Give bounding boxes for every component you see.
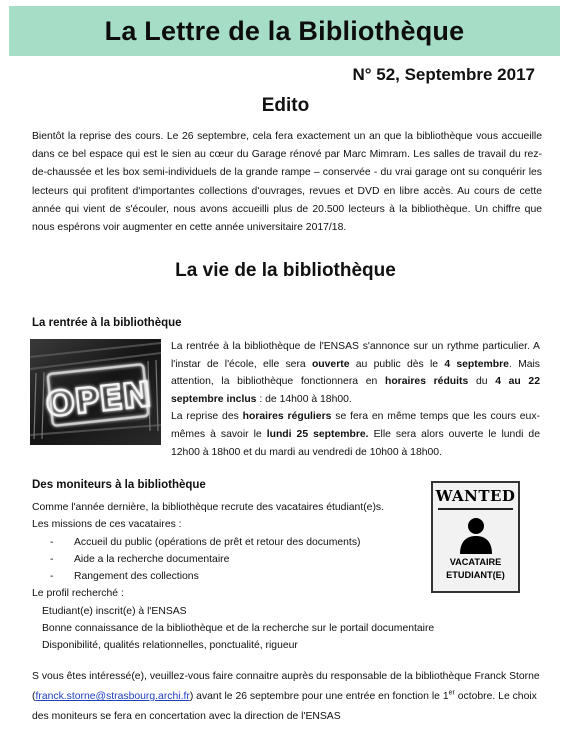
missions-label: Les missions de ces vacataires : <box>32 519 182 531</box>
bold-segment: ouverte <box>311 358 350 370</box>
wanted-caption-line: VACATAIRE <box>449 557 502 567</box>
bold-segment: lundi 25 septembre. <box>266 428 369 440</box>
newsletter-banner <box>9 6 560 56</box>
mission-label: Aide a la recherche documentaire <box>74 553 230 565</box>
text-segment: se fera en même temps que les cours eux-mêmes à savoir le <box>171 411 540 440</box>
person-silhouette-icon <box>456 514 496 554</box>
rentree-text <box>171 338 540 461</box>
text-segment: La reprise des <box>171 411 243 423</box>
text-segment: : de 14h00 à 18h00. <box>256 393 352 405</box>
newsletter-title: La Lettre de la Bibliothèque <box>104 15 465 46</box>
mission-item <box>32 568 412 585</box>
bold-segment: horaires réduits <box>384 376 469 388</box>
edito-heading: Edito <box>261 95 310 116</box>
dash-marker: - <box>50 553 54 565</box>
bold-segment: 4 au 22 septembre inclus <box>171 376 540 405</box>
text-segment: Elle sera alors ouverte le lundi de 12h00 à 18h00 et du mardi au vendredi de 10h00 à 18h00. <box>171 428 540 458</box>
section-heading: La vie de la bibliothèque <box>175 260 396 281</box>
moniteurs-text <box>32 499 435 655</box>
text-segment: . Mais attention, la bibliothèque fonctionnera en <box>171 358 541 388</box>
text-segment: du <box>468 376 496 388</box>
open-sign-image <box>30 339 161 445</box>
mission-label: Accueil du public (opérations de prêt et retour des documents) <box>74 536 361 548</box>
rentree-heading: La rentrée à la bibliothèque <box>32 317 182 329</box>
profile-item: Etudiant(e) inscrit(e) à l'ENSAS <box>42 605 187 617</box>
bold-segment: 4 septembre <box>444 358 509 370</box>
dash-marker: - <box>50 571 54 583</box>
profile-label: Le profil recherché : <box>32 588 124 600</box>
profile-item: Disponibilité, qualités relationnelles, ponctualité, rigueur <box>42 640 298 652</box>
text-segment: octobre. Le choix des moniteurs se fera en concertation avec la direction de l'ENSAS <box>32 691 537 722</box>
wanted-caption-line: ETUDIANT(E) <box>446 570 505 580</box>
moniteurs-intro: Comme l'année dernière, la bibliothèque recrute des vacataires étudiant(e)s. <box>32 502 384 513</box>
rentree-paragraph-1 <box>171 338 540 408</box>
issue-number: N° 52, Septembre 2017 <box>352 65 535 84</box>
edito-paragraph: Bientôt la reprise des cours. Le 26 septembre, cela fera exactement un an que la bibliothèque vous accueille dans ce bel espace qui est le sien au cœur du Garage rénové par Marc Mimram. Les salles de travail du rez-de-chaussée et les box semi-individuels de la grande rampe – conservée - du vrai garage ont su conquérir les lecteurs qui profitent d'importantes collections d'ouvrages, revues et DVD en libre accès. Au cours de cette année qui vient de s'écouler, nous avons accueilli plus de 20.500 lecteurs à la bibliothèque. Un chiffre que nous espérons voir augmenter en cette année universitaire 2017/18. <box>32 131 542 234</box>
profile-item: Bonne connaissance de la bibliothèque et de la recherche sur le portail documentaire <box>42 623 435 635</box>
text-segment: ) avant le 26 septembre pour une entrée en fonction le 1 <box>189 691 449 702</box>
wanted-title: WANTED <box>435 487 516 505</box>
mission-item <box>32 534 412 551</box>
text-segment: au public dès le <box>349 358 445 370</box>
text-segment: S vous êtes intéressé(e), veuillez-vous faire connaitre auprès du responsable de la bibliothèque Franck Storne ( <box>32 671 540 702</box>
moniteurs-heading: Des moniteurs à la bibliothèque <box>32 479 206 491</box>
wanted-poster <box>431 481 520 593</box>
text-segment: La rentrée à la bibliothèque de l'ENSAS s'annonce sur un rythme particulier. A l'instar de l'école, elle sera <box>171 341 540 370</box>
open-sign-text: OPEN <box>43 374 154 426</box>
wanted-caption <box>433 556 518 582</box>
ordinal-suffix: er <box>448 689 455 697</box>
bold-segment: horaires réguliers <box>242 411 332 423</box>
footer-paragraph <box>32 667 542 727</box>
open-sign-illustration <box>30 339 161 445</box>
mission-label: Rangement des collections <box>74 571 199 583</box>
wanted-divider <box>438 508 513 510</box>
dash-marker: - <box>50 536 54 548</box>
mission-item <box>32 551 412 568</box>
contact-email-link[interactable]: franck.storne@strasbourg.archi.fr <box>35 691 190 702</box>
rentree-paragraph-2 <box>171 408 540 461</box>
